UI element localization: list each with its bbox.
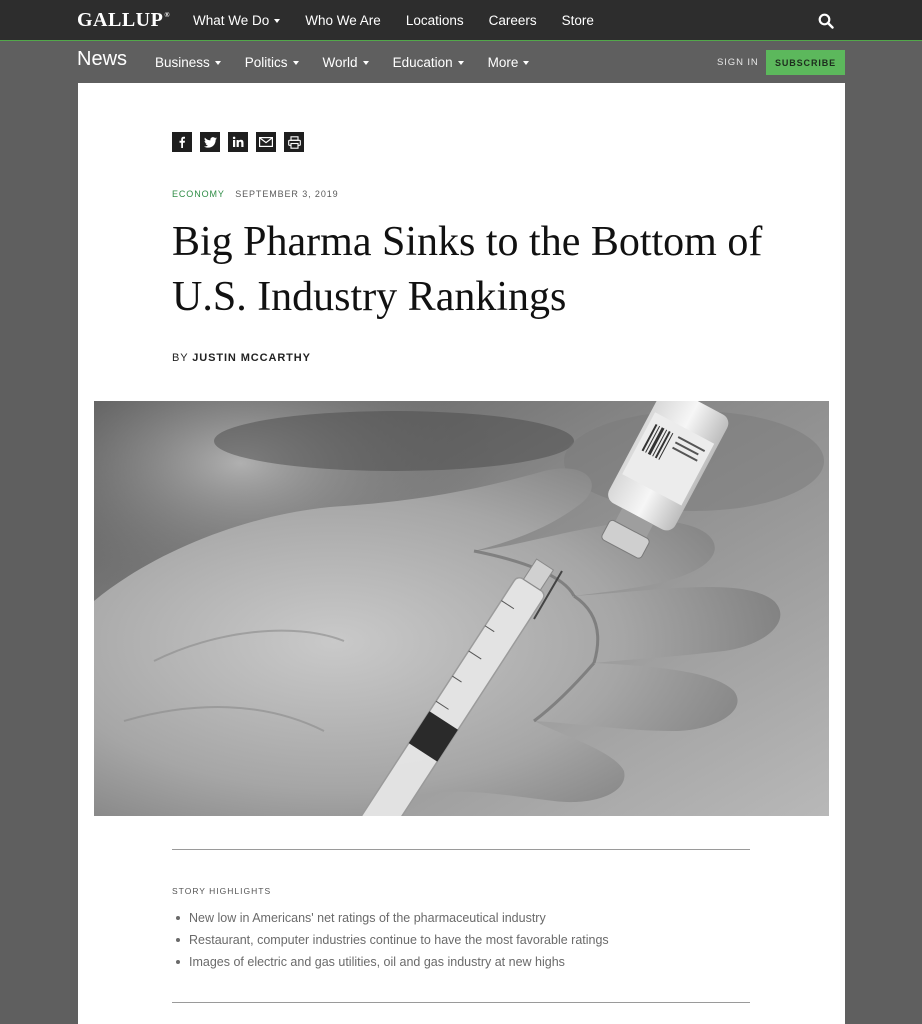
linkedin-icon[interactable] (228, 132, 248, 152)
nav-label: Education (392, 55, 453, 70)
nav-politics[interactable] (245, 55, 299, 70)
byline (172, 352, 311, 364)
caret-down-icon (293, 61, 299, 65)
search-icon[interactable] (818, 13, 834, 29)
syringe-vial-photo (94, 401, 829, 816)
nav-label: Politics (244, 55, 288, 70)
article-card (78, 83, 845, 1024)
byline-prefix: BY (172, 352, 189, 364)
primary-nav (193, 13, 619, 28)
highlight-item: Restaurant, computer industries continue to have the most favorable ratings (172, 929, 609, 951)
caret-down-icon (274, 19, 280, 23)
publish-date: SEPTEMBER 3, 2019 (235, 189, 339, 199)
gallup-logo[interactable] (77, 9, 170, 32)
news-nav (0, 42, 922, 83)
nav-label: Locations (405, 13, 464, 28)
nav-label: Who We Are (305, 13, 381, 28)
nav-label: Careers (488, 13, 537, 28)
highlights-top-divider (172, 849, 750, 850)
nav-label: Store (561, 13, 594, 28)
sign-in-link[interactable]: SIGN IN (717, 57, 759, 68)
author-link[interactable]: JUSTIN MCCARTHY (192, 352, 311, 364)
nav-store[interactable] (562, 13, 594, 28)
story-highlights-heading: STORY HIGHLIGHTS (172, 886, 272, 896)
nav-locations[interactable] (406, 13, 464, 28)
email-icon[interactable] (256, 132, 276, 152)
print-icon[interactable] (284, 132, 304, 152)
section-title-news[interactable]: News (77, 48, 128, 70)
nav-label: What We Do (193, 13, 270, 28)
highlight-item: Images of electric and gas utilities, oil and gas industry at new highs (172, 951, 609, 973)
highlights-bottom-divider (172, 1002, 750, 1003)
nav-what-we-do[interactable] (193, 13, 280, 28)
nav-careers[interactable] (489, 13, 537, 28)
facebook-icon[interactable] (172, 132, 192, 152)
nav-business[interactable] (155, 55, 221, 70)
article-hero-image (94, 401, 829, 816)
nav-label: World (322, 55, 358, 70)
logo-registered-mark: ® (164, 11, 171, 19)
category-link[interactable]: ECONOMY (172, 189, 225, 199)
caret-down-icon (215, 61, 221, 65)
article-meta (172, 189, 339, 199)
twitter-icon[interactable] (200, 132, 220, 152)
story-highlights-list (172, 907, 609, 973)
share-bar (172, 132, 312, 152)
nav-more[interactable] (488, 55, 530, 70)
article-headline: Big Pharma Sinks to the Bottom of U.S. Industry Rankings (172, 219, 763, 320)
nav-education[interactable] (393, 55, 464, 70)
nav-label: More (487, 55, 519, 70)
highlight-item: New low in Americans' net ratings of the pharmaceutical industry (172, 907, 609, 929)
caret-down-icon (458, 61, 464, 65)
caret-down-icon (363, 61, 369, 65)
subscribe-button[interactable]: SUBSCRIBE (766, 50, 845, 75)
news-categories (155, 55, 553, 70)
top-bar (0, 0, 922, 41)
nav-who-we-are[interactable] (305, 13, 381, 28)
nav-label: Business (155, 55, 210, 70)
nav-world[interactable] (323, 55, 369, 70)
caret-down-icon (523, 61, 529, 65)
logo-text: GALLUP (77, 9, 164, 31)
